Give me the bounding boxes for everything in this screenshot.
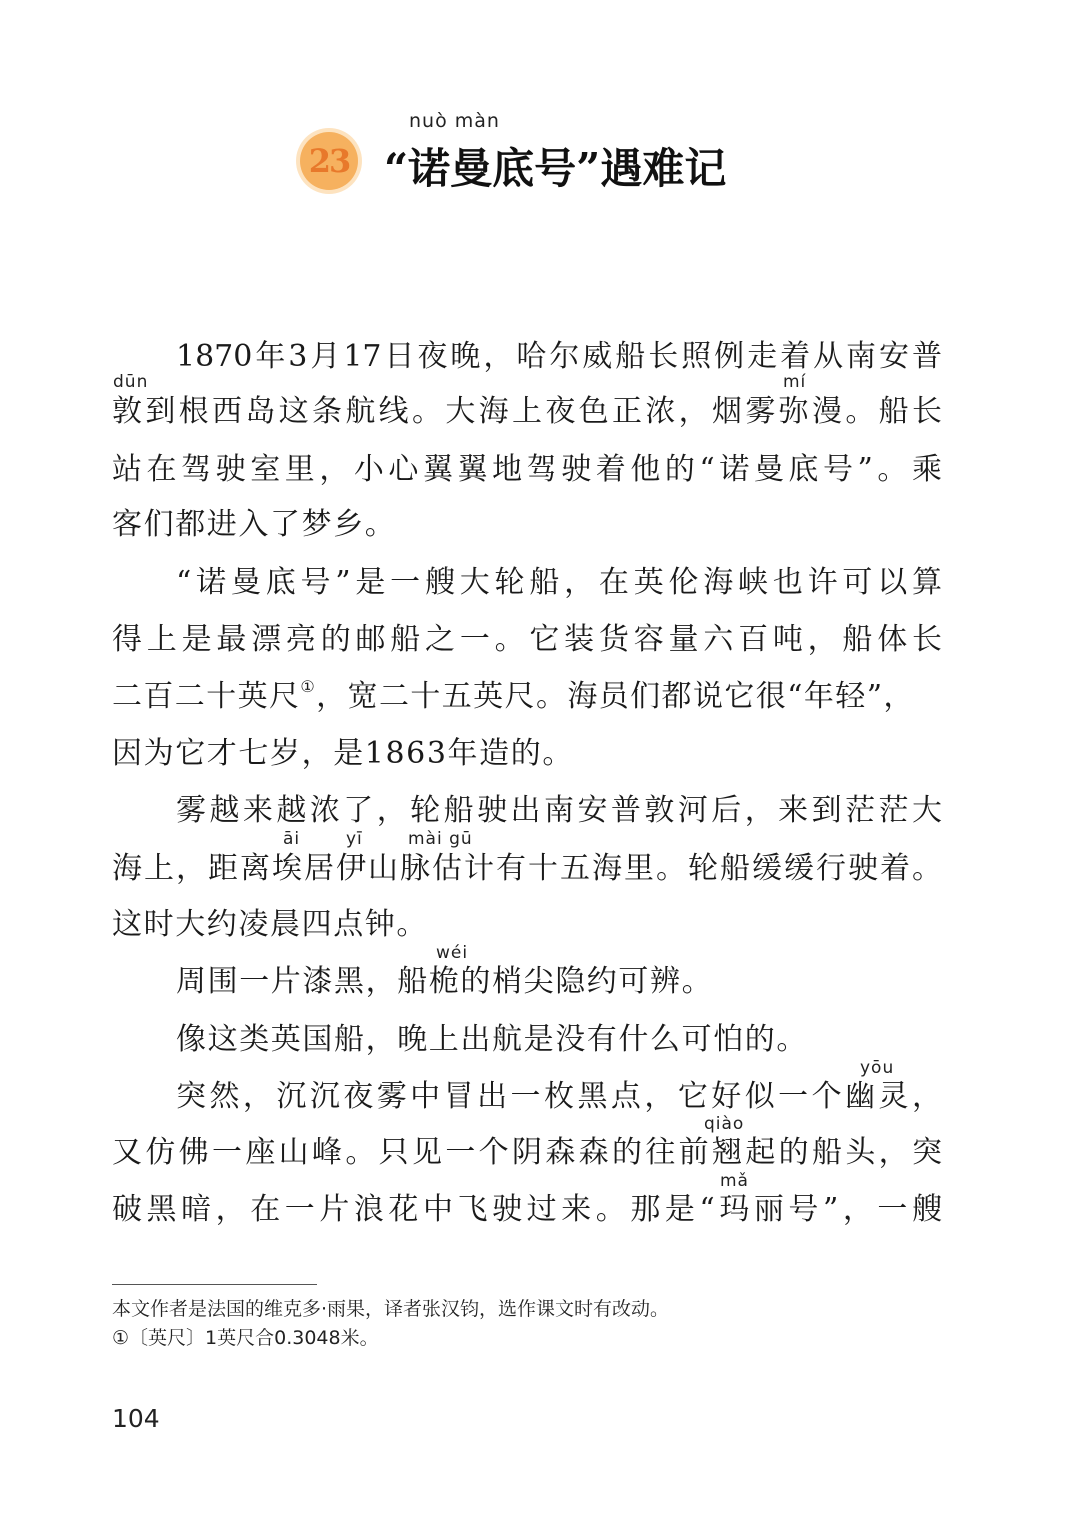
body-line: 站在驾驶室里，小心翼翼地驾驶着他的“诺曼底号”。乘 [112, 452, 942, 487]
body-line: 得上是最漂亮的邮船之一。它装货容量六百吨，船体长 [112, 622, 942, 657]
lesson-number: 23 [308, 142, 350, 180]
pinyin-annotation: dūn [113, 372, 149, 392]
body-line-segment: ，宽二十五英尺。海员们都说它很“年轻”， [316, 679, 915, 714]
pinyin-annotation: mài gū [408, 829, 473, 849]
body-line: 1870年3月17日夜晚，哈尔威船长照例走着从南安普 [176, 339, 942, 374]
pinyin-annotation: mǎ [720, 1171, 749, 1191]
title-pinyin: nuò màn [409, 110, 500, 132]
pinyin-annotation: āi [283, 829, 301, 849]
pinyin-annotation: yōu [860, 1058, 895, 1078]
body-line: 雾越来越浓了，轮船驶出南安普敦河后，来到茫茫大 [176, 793, 942, 828]
body-line: 敦到根西岛这条航线。大海上夜色正浓，烟雾弥漫。船长 [112, 394, 942, 429]
body-line: 突然，沉沉夜雾中冒出一枚黑点，它好似一个幽灵， [176, 1079, 942, 1114]
pinyin-annotation: wéi [436, 943, 469, 963]
body-line: 周围一片漆黑，船桅的梢尖隐约可辨。 [176, 964, 714, 999]
lesson-number-badge [300, 132, 358, 190]
pinyin-annotation: mí [783, 372, 807, 392]
body-line: 海上，距离埃居伊山脉估计有十五海里。轮船缓缓行驶着。 [112, 851, 942, 886]
body-line: 像这类英国船，晚上出航是没有什么可怕的。 [176, 1022, 808, 1057]
lesson-header [300, 110, 860, 200]
body-line: “诺曼底号”是一艘大轮船，在英伦海峡也许可以算 [176, 565, 942, 600]
body-line: 又仿佛一座山峰。只见一个阴森森的往前翘起的船头，突 [112, 1135, 942, 1170]
pinyin-annotation: yī [346, 829, 363, 849]
footnote-divider [112, 1284, 317, 1285]
body-line-segment: 二百二十英尺 [112, 679, 301, 714]
body-line: 这时大约凌晨四点钟。 [112, 907, 428, 942]
author-footnote: 本文作者是法国的维克多·雨果，译者张汉钧，选作课文时有改动。 [112, 1298, 670, 1320]
body-line [112, 677, 942, 717]
page-number: 104 [112, 1404, 160, 1433]
lesson-title: “诺曼底号”遇难记 [384, 144, 727, 193]
body-line: 破黑暗，在一片浪花中飞驶过来。那是“玛丽号”，一艘 [112, 1192, 942, 1227]
pinyin-annotation: qiào [704, 1114, 745, 1134]
body-line: 客们都进入了梦乡。 [112, 507, 397, 542]
footnote-marker: ① [300, 677, 317, 696]
body-line: 因为它才七岁，是1863年造的。 [112, 736, 574, 771]
footnote-1: ①〔英尺〕1英尺合0.3048米。 [112, 1327, 379, 1349]
